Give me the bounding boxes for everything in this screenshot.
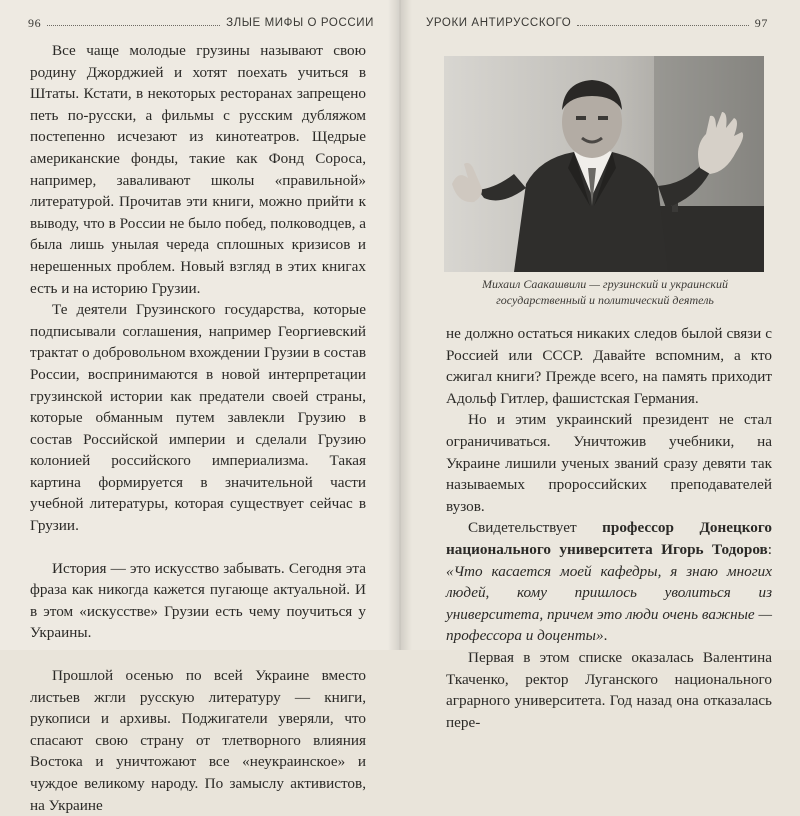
- left-running-title: ЗЛЫЕ МИФЫ О РОССИИ: [226, 17, 374, 29]
- left-page-number: 96: [28, 15, 42, 30]
- header-dot-leader: [47, 25, 220, 26]
- right-running-header: [426, 14, 768, 32]
- paragraph: Но и этим украинский президент не стал ограничиваться. Уничтожив учебники, на Украине лишили ученых званий сразу девяти так называемых пророссийских преподавателей вузов.: [446, 411, 772, 515]
- paragraph: Те деятели Грузинского государства, которые подписывали соглашения, например Георгиевский трактат о добровольном вхождении Грузии в состав России, воспринимаются в новой интерпретации грузинской истории как предатели своей страны, которые обманным путем завлекли Грузию в состав Российской империи и сделали Грузию колонией российского империализма. Такая картина формируется в значительной части учебной литературы, которая существует сейчас в Грузии.: [30, 301, 366, 535]
- right-running-title: УРОКИ АНТИРУССКОГО: [426, 17, 572, 29]
- caption-line: государственный и политический деятель: [496, 293, 714, 307]
- speaker-photo: [444, 56, 764, 272]
- quote-colon: :: [767, 540, 772, 558]
- left-body-text: [30, 40, 366, 816]
- quote-lead: Свидетельствует: [468, 519, 603, 537]
- caption-line: Михаил Саакашвили — грузинский и украинский: [481, 277, 729, 291]
- left-running-header: [28, 14, 374, 32]
- quoted-person: профессор Донецкого национального университета Игорь Тодоров: [446, 519, 772, 558]
- paragraph: Все чаще молодые грузины называют свою родину Джорджией и хотят поехать учиться в Штаты. Кстати, в некоторых ресторанах запрещено петь по-русски, а фильмы с русским дубляжом постепенно исчезают из кинотеатров. Щедрые американские фонды, такие как Фонд Сороса, например, заваливают школы «правильной» литературой. Прочитав эти книги, можно прийти к выводу, что в России не было побед, полководцев, а была лишь унылая череда сплошных кризисов и нерешенных проблем. Новый взгляд в этих книгах есть и на историю Грузии.: [30, 42, 366, 297]
- paragraph: Первая в этом списке оказалась Валентина Ткаченко, ректор Луганского национального аграрного университета. Год назад она отказалась пере-: [446, 648, 772, 731]
- paragraph: не должно остаться никаких следов былой связи с Россией или СССР. Давайте вспомним, а кто сжигал книги? Прежде всего, на память приходит Адольф Гитлер, фашистская Германия.: [446, 325, 772, 407]
- paragraph: Прошлой осенью по всей Украине вместо листьев жгли русскую литературу — книги, рукописи и архивы. Поджигатели уверяли, что спасают свою страну от тлетворного влияния Востока и уничтожают все «неукраинское» и чуждое великому народу. По замыслу активистов, на Украине: [30, 667, 366, 814]
- quote-text: «Что касается моей кафедры, я знаю многих людей, кому пришлось уволиться из университета, причем это люди очень важные — профессора и доценты»: [446, 562, 772, 645]
- quote-end: .: [603, 627, 608, 645]
- right-page-number: 97: [754, 15, 768, 30]
- paragraph: История — это искусство забывать. Сегодня эта фраза как никогда кажется пугающе актуальной. И в этом «искусстве» Грузии есть чему поучиться у Украины.: [30, 559, 366, 642]
- photo-caption: [446, 276, 764, 308]
- header-dot-leader: [577, 25, 749, 26]
- left-page: [0, 0, 400, 814]
